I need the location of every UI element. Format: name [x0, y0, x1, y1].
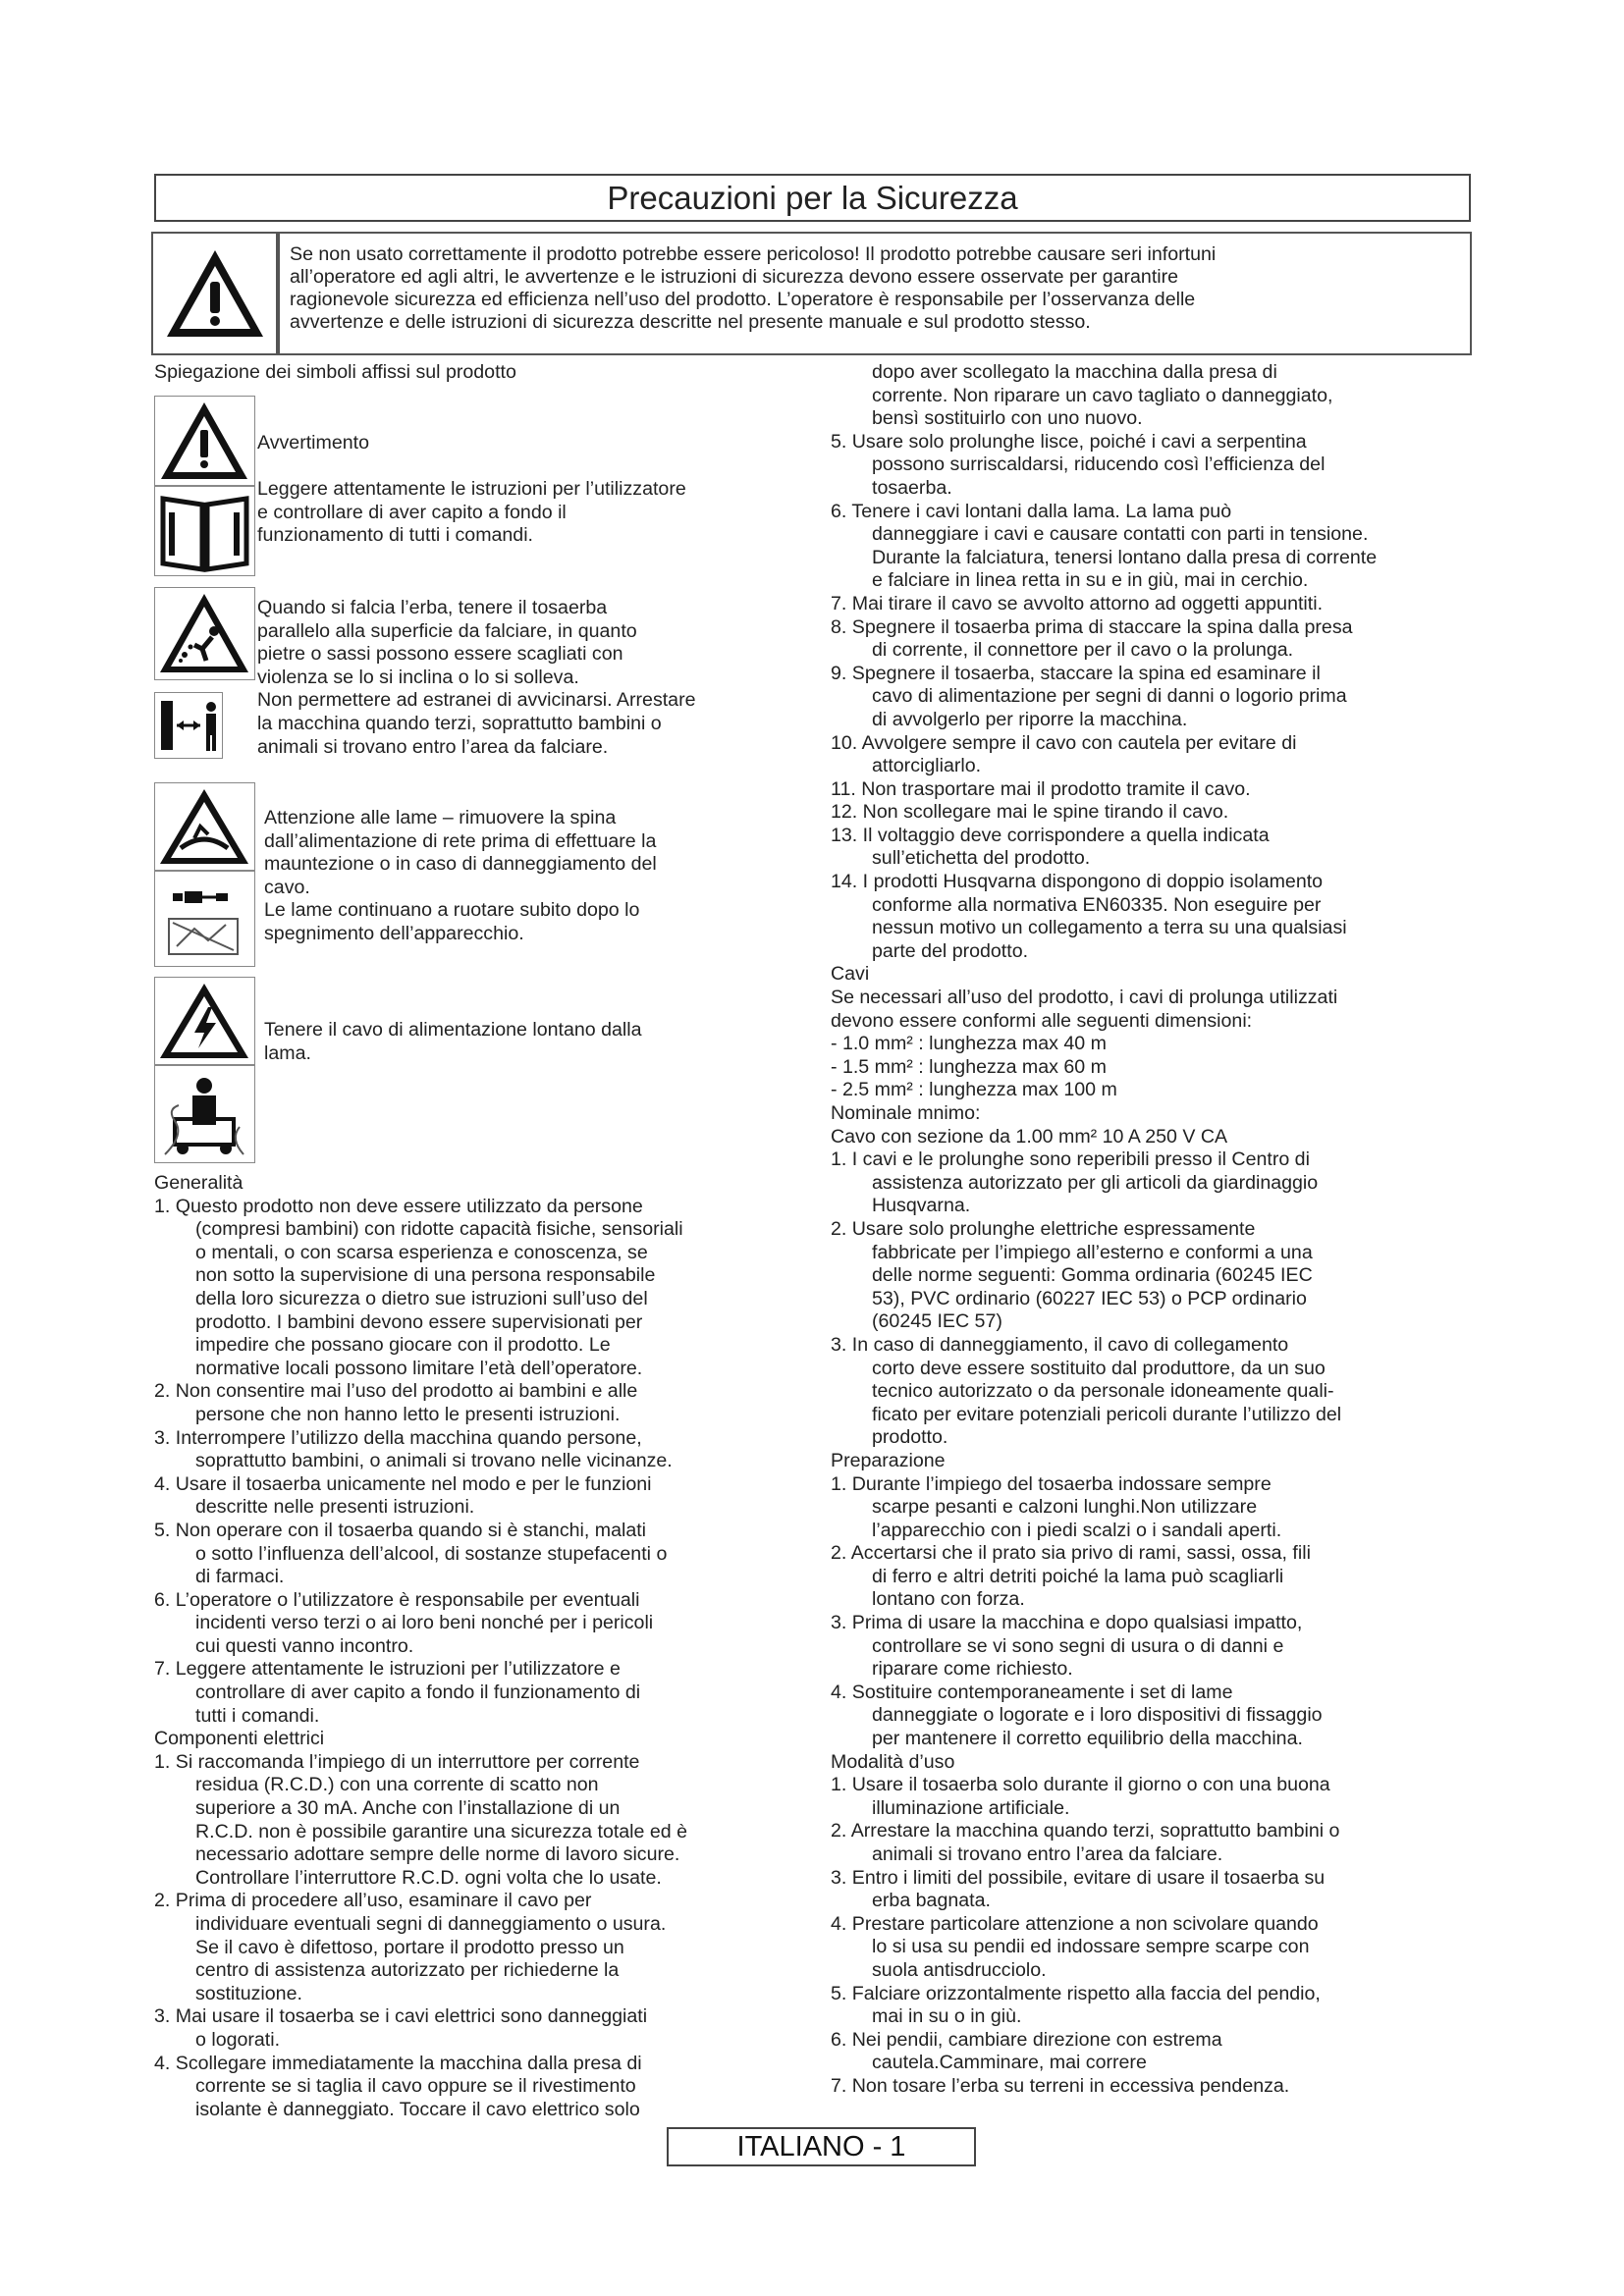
symbol-text-line: Attenzione alle lame – rimuovere la spina — [264, 807, 617, 828]
text-line: lo si usa su pendii ed indossare sempre scarpe con — [872, 1936, 1310, 1958]
text-line: Durante la falciatura, tenersi lontano dalla presa di corrente — [872, 546, 1378, 568]
text-line: necessario adottare sempre delle norme di lavoro sicure. — [195, 1843, 680, 1866]
text-line: - 1.0 mm² : lunghezza max 40 m — [831, 1033, 1107, 1055]
text-line: 4. Prestare particolare attenzione a non scivolare quando — [831, 1912, 1319, 1935]
warning-triangle-icon — [161, 244, 269, 343]
text-line: scarpe pesanti e calzoni lunghi.Non utilizzare — [872, 1496, 1258, 1519]
symbol-text-line: lama. — [264, 1041, 311, 1064]
text-line: non sotto la supervisione di una persona responsabile — [195, 1264, 656, 1287]
text-line: 2. Accertarsi che il prato sia privo di rami, sassi, ossa, fili — [831, 1542, 1311, 1565]
symbol-text-line: animali si trovano entro l’area da falciare. — [257, 735, 609, 758]
symbol-text-line: Leggere attentamente le istruzioni per l’utilizzatore — [257, 478, 686, 500]
text-line: 3. Prima di usare la macchina e dopo qualsiasi impatto, — [831, 1612, 1303, 1634]
text-line: di ferro e altri detriti poiché la lama può scagliarli — [872, 1565, 1284, 1587]
text-line: - 1.5 mm² : lunghezza max 60 m — [831, 1055, 1107, 1078]
text-line: 5. Usare solo prolunghe lisce, poiché i cavi a serpentina — [831, 430, 1307, 453]
text-line: 12. Non scollegare mai le spine tirando il cavo. — [831, 801, 1229, 824]
text-line: 1. I cavi e le prolunghe sono reperibili presso il Centro di — [831, 1148, 1310, 1171]
symbol-text-warning — [257, 432, 369, 455]
text-line: ficato per evitare potenziali pericoli durante l’utilizzo del — [872, 1403, 1342, 1425]
text-line: Husqvarna. — [872, 1195, 971, 1217]
text-line: sull’etichetta del prodotto. — [872, 847, 1091, 870]
text-line: Nominale mnimo: — [831, 1102, 981, 1124]
text-line: 2. Non consentire mai l’uso del prodotto ai bambini e alle — [154, 1380, 638, 1403]
text-line: animali si trovano entro l’area da falciare. — [872, 1843, 1223, 1865]
text-line: controllare se vi sono segni di usura o di danni e — [872, 1634, 1284, 1657]
text-line: 3. In caso di danneggiamento, il cavo di collegamento — [831, 1333, 1289, 1356]
text-line: illuminazione artificiale. — [872, 1796, 1070, 1819]
text-line: tutti i comandi. — [195, 1704, 320, 1727]
symbols-heading — [154, 361, 516, 385]
intro-line: all’operatore ed agli altri, le avvertenze e le istruzioni di sicurezza devono essere osservate per garantire — [290, 266, 1179, 288]
text-line: 2. Usare solo prolunghe elettriche espressamente — [831, 1217, 1256, 1240]
text-line: Modalità d’uso — [831, 1750, 955, 1773]
symbol-text-cable — [264, 1019, 642, 1065]
text-line: o sotto l’influenza dell’alcool, di sostanze stupefacenti o — [195, 1542, 668, 1565]
symbol-text-line: Tenere il cavo di alimentazione lontano dalla — [264, 1019, 642, 1041]
text-line: e falciare in linea retta in su e in giù, mai in cerchio. — [872, 569, 1309, 592]
text-line: parte del prodotto. — [872, 939, 1029, 962]
symbol-text-line: funzionamento di tutti i comandi. — [257, 524, 533, 547]
text-line: 2. Arrestare la macchina quando terzi, soprattutto bambini o — [831, 1820, 1340, 1842]
text-line: l’apparecchio con i piedi scalzi o i sandali aperti. — [872, 1519, 1282, 1541]
text-line: R.C.D. non è possibile garantire una sicurezza totale ed è — [195, 1820, 688, 1842]
text-line: mai in su o in giù. — [872, 2005, 1022, 2028]
left-column — [154, 1172, 822, 2121]
intro-line: ragionevole sicurezza ed efficienza nell’uso del prodotto. L’operatore è responsabile per l’osservanza delle — [290, 289, 1196, 310]
symbol-text-line: spegnimento dell’apparecchio. — [264, 922, 524, 944]
text-line: Generalità — [154, 1172, 244, 1194]
text-line: - 2.5 mm² : lunghezza max 100 m — [831, 1079, 1117, 1101]
text-line: controllare di aver capito a fondo il funzionamento di — [195, 1682, 641, 1704]
symbol-text-line: cavo. — [264, 876, 310, 898]
text-line: descritte nelle presenti istruzioni. — [195, 1496, 475, 1519]
blade-warning-icon — [154, 782, 255, 871]
text-line: prodotto. I bambini devono essere supervisionati per — [195, 1310, 643, 1333]
text-line: cautela.Camminare, mai correre — [872, 2052, 1147, 2074]
text-line: residua (R.C.D.) con una corrente di scatto non — [195, 1774, 599, 1796]
text-line: tosaerba. — [872, 476, 952, 499]
text-line: prodotto. — [872, 1426, 948, 1449]
text-line: 3. Entro i limiti del possibile, evitare di usare il tosaerba su — [831, 1866, 1326, 1889]
text-line: isolante è danneggiato. Toccare il cavo elettrico solo — [195, 2098, 640, 2120]
text-line: fabbricate per l’impiego all’esterno e conformi a una — [872, 1241, 1313, 1263]
symbol-text-line: la macchina quando terzi, soprattutto bambini o — [257, 712, 662, 734]
text-line: di farmaci. — [195, 1566, 285, 1588]
unplug-before-maintenance-icon — [154, 871, 255, 967]
text-line: 7. Leggere attentamente le istruzioni per l’utilizzatore e — [154, 1658, 621, 1681]
symbol-text-line: Avvertimento — [257, 432, 369, 454]
text-line: 9. Spegnere il tosaerba, staccare la spina ed esaminare il — [831, 662, 1321, 684]
text-line: riparare come richiesto. — [872, 1658, 1073, 1681]
text-line: 6. Tenere i cavi lontani dalla lama. La lama può — [831, 500, 1232, 522]
page-title — [154, 174, 1471, 222]
text-line: 13. Il voltaggio deve corrispondere a quella indicata — [831, 824, 1270, 846]
text-line: normative locali possono limitare l’età dell’operatore. — [195, 1357, 643, 1379]
text-line: della loro sicurezza o dietro sue istruzioni sull’uso del — [195, 1287, 648, 1309]
text-line: Se il cavo è difettoso, portare il prodotto presso un — [195, 1936, 624, 1958]
text-line: corrente se si taglia il cavo oppure se il rivestimento — [195, 2075, 636, 2098]
intro-line: avvertenze e delle istruzioni di sicurezza descritte nel presente manuale e sul prodotto stesso. — [290, 311, 1091, 333]
symbols-heading-text: Spiegazione dei simboli affissi sul prodotto — [154, 361, 516, 383]
symbol-text-line: mauntezione o in caso di danneggiamento del — [264, 853, 657, 876]
text-line: 4. Usare il tosaerba unicamente nel modo e per le funzioni — [154, 1472, 652, 1495]
text-line: corto deve essere sostituito dal produttore, da un suo — [872, 1357, 1326, 1379]
warning-symbol-icon — [154, 396, 255, 486]
keep-distance-icon — [154, 692, 223, 759]
text-line: di avvolgerlo per riporre la macchina. — [872, 708, 1188, 730]
text-line: delle norme seguenti: Gomma ordinaria (60245 IEC — [872, 1264, 1313, 1287]
text-line: 14. I prodotti Husqvarna dispongono di doppio isolamento — [831, 871, 1324, 893]
text-line: 5. Non operare con il tosaerba quando si è stanchi, malati — [154, 1519, 647, 1541]
text-line: (60245 IEC 57) — [872, 1310, 1002, 1333]
page-footer — [667, 2127, 976, 2166]
text-line: 6. L’operatore o l’utilizzatore è responsabile per eventuali — [154, 1588, 640, 1611]
text-line: Se necessari all’uso del prodotto, i cavi di prolunga utilizzati — [831, 987, 1338, 1009]
text-line: cavo di alimentazione per segni di danni o logorio prima — [872, 685, 1347, 708]
symbol-text-line: Non permettere ad estranei di avvicinarsi. Arrestare — [257, 689, 696, 712]
text-line: 1. Questo prodotto non deve essere utilizzato da persone — [154, 1195, 643, 1217]
text-line: tecnico autorizzato o da personale idoneamente quali- — [872, 1380, 1334, 1403]
text-line: 8. Spegnere il tosaerba prima di staccare la spina dalla presa — [831, 615, 1353, 638]
text-line: 6. Nei pendii, cambiare direzione con estrema — [831, 2028, 1222, 2051]
text-line: assistenza autorizzato per gli articoli da giardinaggio — [872, 1171, 1319, 1194]
text-line: Controllare l’interruttore R.C.D. ogni volta che lo usate. — [195, 1866, 662, 1889]
text-line: 3. Interrompere l’utilizzo della macchina quando persone, — [154, 1426, 642, 1449]
text-line: possono surriscaldarsi, riducendo così l’efficienza del — [872, 454, 1326, 476]
page-title-text: Precauzioni per la Sicurezza — [607, 179, 1018, 216]
text-line: 2. Prima di procedere all’uso, esaminare il cavo per — [154, 1890, 592, 1912]
electric-shock-icon — [154, 977, 255, 1065]
symbol-text-line: pietre o sassi possono essere scagliati con — [257, 643, 623, 666]
intro-warning-text — [278, 232, 1472, 355]
text-line: nessun motivo un collegamento a terra su una qualsiasi — [872, 917, 1347, 939]
text-line: conforme alla normativa EN60335. Non eseguire per — [872, 893, 1322, 916]
symbol-text-line: parallelo alla superficie da falciare, in quanto — [257, 619, 637, 642]
text-line: centro di assistenza autorizzato per richiederne la — [195, 1959, 620, 1982]
text-line: 4. Scollegare immediatamente la macchina dalla presa di — [154, 2052, 642, 2074]
text-line: suola antisdrucciolo. — [872, 1958, 1047, 1981]
text-line: dopo aver scollegato la macchina dalla presa di — [872, 361, 1277, 383]
text-line: danneggiare i cavi e causare contatti con parti in tensione. — [872, 523, 1369, 546]
text-line: (compresi bambini) con ridotte capacità fisiche, sensoriali — [195, 1218, 683, 1241]
text-line: 1. Durante l’impiego del tosaerba indossare sempre — [831, 1472, 1272, 1495]
text-line: 3. Mai usare il tosaerba se i cavi elettrici sono danneggiati — [154, 2005, 648, 2028]
text-line: 11. Non trasportare mai il prodotto tramite il cavo. — [831, 777, 1251, 800]
symbol-text-line: Quando si falcia l’erba, tenere il tosaerba — [257, 597, 608, 618]
symbol-text-thrown-objects — [257, 597, 696, 759]
text-line: incidenti verso terzi o ai loro beni nonché per i pericoli — [195, 1612, 654, 1634]
text-line: erba bagnata. — [872, 1890, 991, 1912]
text-line: corrente. Non riparare un cavo tagliato o danneggiato, — [872, 384, 1333, 406]
text-line: Preparazione — [831, 1449, 946, 1471]
text-line: 53), PVC ordinario (60227 IEC 53) o PCP ordinario — [872, 1287, 1307, 1309]
symbol-text-blades — [264, 807, 657, 946]
text-line: o mentali, o con scarsa esperienza e conoscenza, se — [195, 1241, 648, 1263]
text-line: di corrente, il connettore per il cavo o la prolunga. — [872, 639, 1294, 662]
text-line: 1. Usare il tosaerba solo durante il giorno o con una buona — [831, 1774, 1330, 1796]
text-line: 5. Falciare orizzontalmente rispetto alla faccia del pendio, — [831, 1982, 1321, 2004]
text-line: superiore a 30 mA. Anche con l’installazione di un — [195, 1797, 621, 1820]
intro-line: Se non usato correttamente il prodotto potrebbe essere pericoloso! Il prodotto potrebbe causare seri infortuni — [290, 243, 1217, 265]
manual-book-icon — [154, 486, 255, 576]
text-line: persone che non hanno letto le presenti istruzioni. — [195, 1403, 621, 1425]
text-line: Cavo con sezione da 1.00 mm² 10 A 250 V CA — [831, 1125, 1228, 1148]
warning-icon-box — [151, 232, 278, 355]
text-line: Cavi — [831, 963, 870, 986]
text-line: 7. Non tosare l’erba su terreni in eccessiva pendenza. — [831, 2074, 1290, 2097]
text-line: 1. Si raccomanda l’impiego di un interruttore per corrente — [154, 1750, 640, 1773]
text-line: o logorati. — [195, 2028, 281, 2051]
symbol-text-line: dall’alimentazione di rete prima di effettuare la — [264, 829, 657, 852]
symbol-text-manual — [257, 478, 686, 548]
text-line: 7. Mai tirare il cavo se avvolto attorno ad oggetti appuntiti. — [831, 592, 1324, 614]
symbol-text-line: violenza se lo si inclina o lo si solleva. — [257, 666, 579, 688]
text-line: danneggiate o logorate e i loro dispositivi di fissaggio — [872, 1704, 1323, 1727]
text-line: lontano con forza. — [872, 1588, 1025, 1611]
text-line: per mantenere il corretto equilibrio della macchina. — [872, 1728, 1303, 1750]
cable-from-blade-icon — [154, 1065, 255, 1163]
text-line: Componenti elettrici — [154, 1728, 325, 1750]
text-line: 4. Sostituire contemporaneamente i set di lame — [831, 1681, 1233, 1703]
text-line: sostituzione. — [195, 1982, 302, 2004]
text-line: devono essere conformi alle seguenti dimensioni: — [831, 1009, 1253, 1032]
symbol-text-line: e controllare di aver capito a fondo il — [257, 501, 567, 523]
symbol-text-line: Le lame continuano a ruotare subito dopo lo — [264, 899, 640, 922]
text-line: 10. Avvolgere sempre il cavo con cautela per evitare di — [831, 731, 1297, 754]
right-column — [831, 361, 1518, 2099]
footer-label: ITALIANO - 1 — [736, 2130, 906, 2163]
text-line: individuare eventuali segni di danneggiamento o usura. — [195, 1913, 667, 1935]
thrown-objects-icon — [154, 587, 255, 680]
text-line: soprattutto bambini, o animali si trovano nelle vicinanze. — [195, 1450, 673, 1472]
text-line: attorcigliarlo. — [872, 755, 982, 777]
text-line: impedire che possano giocare con il prodotto. Le — [195, 1334, 611, 1357]
text-line: cui questi vanno incontro. — [195, 1634, 414, 1657]
text-line: bensì sostituirlo con uno nuovo. — [872, 407, 1143, 430]
